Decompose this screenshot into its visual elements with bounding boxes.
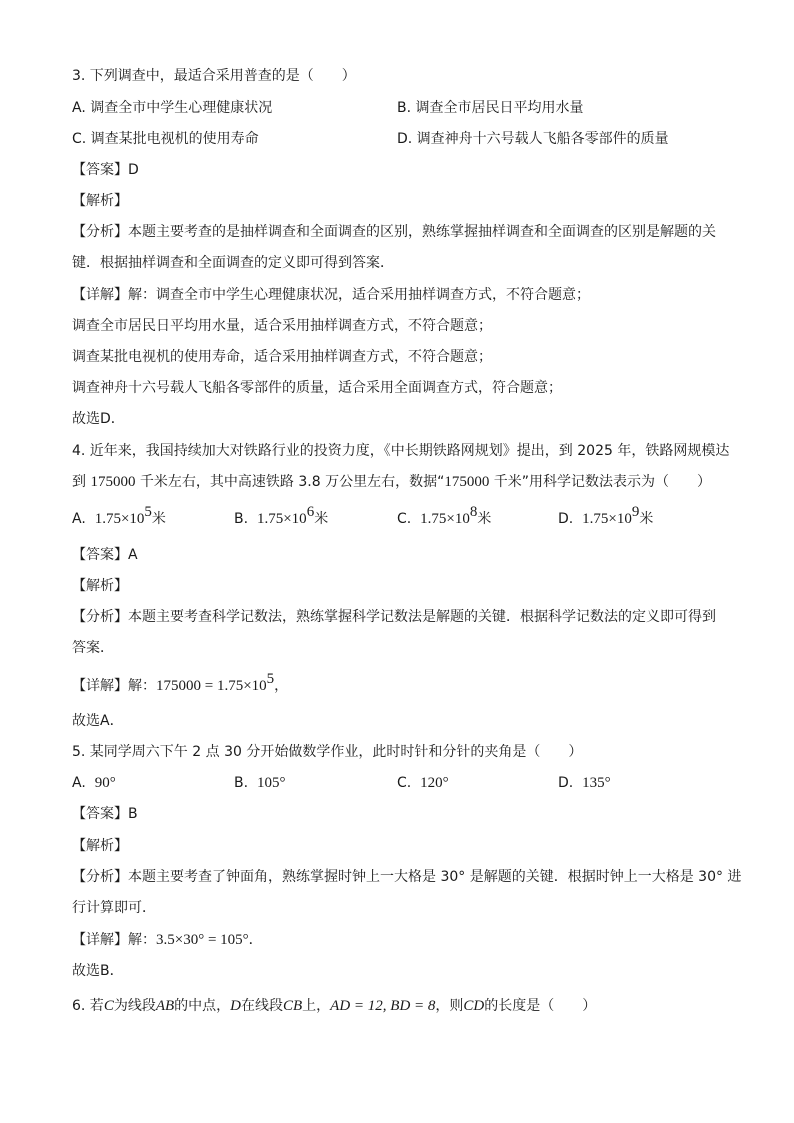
q4-option-d-unit: 米 [639,511,654,527]
q5-detail [72,930,263,950]
q4-analysis-line-2: 答案． [72,640,114,656]
q6-point-c: C [103,998,114,1014]
q5-option-a [72,773,116,793]
q5-analysis-line-1: 【分析】本题主要考查了钟面角，熟练掌握时钟上一大格是 30° 是解题的关键．根据时钟上一大格是 30° 进 [72,869,742,885]
q5-stem: 5. 某同学周六下午 2 点 30 分开始做数学作业，此时时针和分针的夹角是（ ） [72,744,583,760]
q6-stem-b: 为线段 [113,998,156,1014]
q3-detail-line-3: 调查某批电视机的使用寿命，适合采用抽样调查方式，不符合题意； [72,349,492,365]
q6-math: AD = 12, BD = 8 [330,998,436,1014]
q4-option-a-math: 1.75×10 [94,511,145,527]
q4-detail-exp: 5 [266,671,275,688]
q5-analysis-heading: 【解析】 [72,838,128,854]
q5-answer: 【答案】B [72,806,138,822]
q3-answer: 【答案】D [72,162,139,178]
q4-option-b-math: 1.75×10 [256,511,307,527]
q5-option-d-label: D. [558,775,574,791]
q4-option-d-math: 1.75×10 [582,511,632,527]
q5-option-d [558,773,611,793]
q6-stem-d: 在线段 [241,998,283,1014]
q4-option-c-math: 1.75×10 [420,511,470,527]
q6-segment-ab: AB [155,998,175,1014]
q4-option-c [397,504,492,529]
q4-stem-text-b: 千米左右，其中高速铁路 3.8 万公里左右，数据“ [135,474,445,490]
q4-option-a-exp: 5 [144,504,152,521]
q4-stem-text-c: 千米”用科学记数法表示为（ ） [489,474,712,490]
q4-stem-number-2: 175000 [444,474,490,490]
q3-stem: 3. 下列调查中，最适合采用普查的是（ ） [72,68,356,84]
q4-option-d-exp: 9 [631,504,640,521]
q6-stem-g: 的长度是（ ） [484,998,597,1014]
q6-point-d: D [230,998,241,1014]
q3-option-c: C. 调查某批电视机的使用寿命 [72,131,259,147]
q4-answer: 【答案】A [72,547,138,563]
q4-conclusion: 故选A． [72,713,124,729]
q4-option-b-label: B. [234,511,249,527]
q4-option-d-label: D. [558,511,574,527]
q4-option-a-unit: 米 [151,511,166,527]
q4-option-a-label: A. [72,511,86,527]
q3-option-a: A. 调查全市中学生心理健康状况 [72,100,273,116]
q4-analysis-heading: 【解析】 [72,578,128,594]
q4-detail-prefix: 【详解】解： [72,678,156,694]
q6-stem [72,996,596,1016]
q5-option-c-value: 120° [420,775,449,791]
q6-segment-cb: CB [283,998,303,1014]
q5-option-a-value: 90° [94,775,116,791]
q4-option-b-unit: 米 [314,511,329,527]
q5-detail-prefix: 【详解】解： [72,932,156,948]
q3-conclusion: 故选D． [72,411,125,427]
q3-detail-line-4: 调查神舟十六号载人飞船各零部件的质量，适合采用全面调查方式，符合题意； [72,380,562,396]
q3-analysis-heading: 【解析】 [72,193,128,209]
q5-detail-suffix: ． [248,932,263,948]
q3-option-b: B. 调查全市居民日平均用水量 [397,100,584,116]
q4-option-d [558,504,654,529]
q4-stem-line-2 [72,472,711,492]
q5-analysis-line-2: 行计算即可． [72,900,156,916]
q6-stem-c: 的中点， [174,998,231,1014]
q4-option-c-unit: 米 [477,511,492,527]
q5-option-b [234,773,285,793]
q4-stem-text-a: 到 [72,474,91,490]
q6-stem-a: 6. 若 [72,998,104,1014]
q4-option-a [72,504,166,529]
q4-option-b [234,504,329,529]
q4-detail [72,671,289,696]
q4-detail-math: 175000 = 1.75×10 [156,678,267,694]
q5-option-d-value: 135° [582,775,611,791]
q4-stem-line-1: 4. 近年来，我国持续加大对铁路行业的投资力度，《中长期铁路网规划》提出，到 2025 年，铁路网规模达 [72,443,730,459]
q4-option-c-exp: 8 [469,504,478,521]
q5-option-b-label: B. [234,775,249,791]
q3-detail-line-1: 【详解】解：调查全市中学生心理健康状况，适合采用抽样调查方式，不符合题意； [72,287,590,303]
q5-detail-math: 3.5×30° = 105° [156,932,249,948]
q6-segment-cd: CD [463,998,485,1014]
q6-stem-f: ，则 [435,998,464,1014]
q3-detail-line-2: 调查全市居民日平均用水量，适合采用抽样调查方式，不符合题意； [72,318,492,334]
q5-option-b-value: 105° [256,775,286,791]
q5-option-c [397,773,449,793]
q5-option-c-label: C. [397,775,412,791]
q5-conclusion: 故选B． [72,963,124,979]
q5-option-a-label: A. [72,775,86,791]
q3-option-d: D. 调查神舟十六号载人飞船各零部件的质量 [397,131,669,147]
q4-stem-number: 175000 [90,474,136,490]
q4-detail-suffix: ， [274,678,289,694]
q3-analysis-line-1: 【分析】本题主要考查的是抽样调查和全面调查的区别，熟练掌握抽样调查和全面调查的区别是解题的关 [72,224,716,240]
q4-analysis-line-1: 【分析】本题主要考查科学记数法，熟练掌握科学记数法是解题的关键．根据科学记数法的定义即可得到 [72,609,716,625]
q4-option-c-label: C. [397,511,412,527]
q4-option-b-exp: 6 [306,504,315,521]
q6-stem-e: 上， [302,998,331,1014]
q3-analysis-line-2: 键．根据抽样调查和全面调查的定义即可得到答案． [72,255,394,271]
